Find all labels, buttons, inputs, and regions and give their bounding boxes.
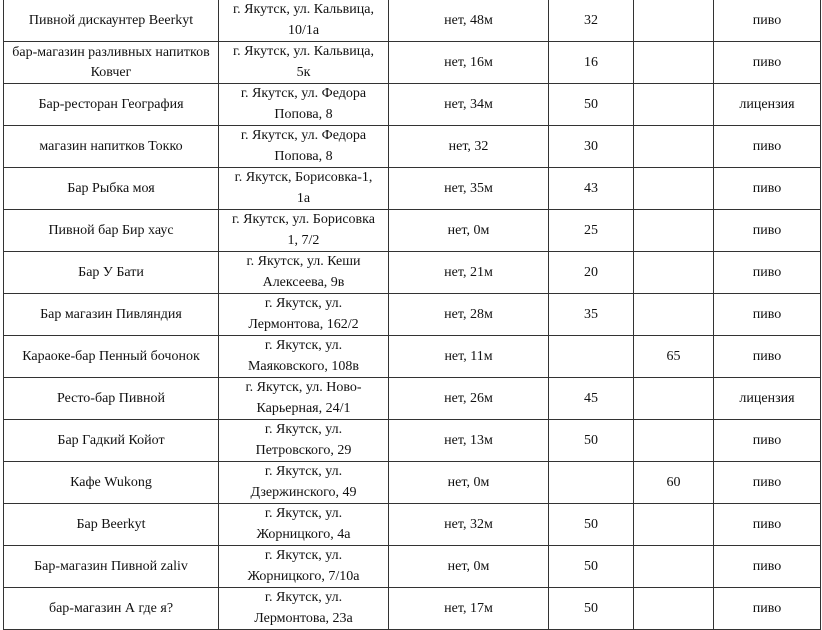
distance-cell: нет, 16м: [389, 42, 549, 84]
address-cell: [219, 252, 389, 294]
count-alt-cell: [634, 84, 714, 126]
table-row: [4, 42, 821, 84]
address-cell: [219, 462, 389, 504]
count-cell: 50: [549, 84, 634, 126]
venue-name-cell: Ресто-бар Пивной: [4, 378, 219, 420]
address-line-2: Жорницкого, 7/10а: [247, 568, 360, 584]
type-cell: пиво: [714, 42, 821, 84]
address-cell: [219, 84, 389, 126]
distance-cell: нет, 0м: [389, 462, 549, 504]
type-cell: пиво: [714, 462, 821, 504]
address-line-1: г. Якутск, ул. Кальвица,: [233, 2, 374, 17]
count-alt-cell: [634, 588, 714, 630]
address-line-2: 10/1а: [287, 22, 320, 38]
address-line-2: 1, 7/2: [287, 232, 320, 248]
table-row: [4, 588, 821, 630]
count-cell: [549, 336, 634, 378]
venue-name-cell: Бар Гадкий Койот: [4, 420, 219, 462]
count-cell: 45: [549, 378, 634, 420]
address-line-2: Дзержинского, 49: [250, 484, 357, 500]
address-line-1: г. Якутск, ул.: [264, 590, 343, 605]
count-cell: 50: [549, 420, 634, 462]
count-cell: 16: [549, 42, 634, 84]
venue-name-cell: Бар Beerkyt: [4, 504, 219, 546]
type-cell: пиво: [714, 294, 821, 336]
type-cell: пиво: [714, 168, 821, 210]
count-alt-cell: [634, 0, 714, 42]
distance-cell: нет, 32: [389, 126, 549, 168]
count-alt-cell: [634, 378, 714, 420]
type-cell: пиво: [714, 126, 821, 168]
table-row: [4, 252, 821, 294]
count-cell: 25: [549, 210, 634, 252]
venue-name-cell: магазин напитков Токко: [4, 126, 219, 168]
table-row: [4, 168, 821, 210]
venue-name-cell: Бар Рыбка моя: [4, 168, 219, 210]
address-line-1: г. Якутск, ул. Кальвица,: [233, 44, 374, 59]
distance-cell: нет, 0м: [389, 210, 549, 252]
address-cell: [219, 420, 389, 462]
address-cell: [219, 210, 389, 252]
address-cell: [219, 42, 389, 84]
table-row: [4, 294, 821, 336]
address-line-2: 5к: [296, 64, 311, 80]
type-cell: пиво: [714, 252, 821, 294]
count-cell: 43: [549, 168, 634, 210]
count-cell: 30: [549, 126, 634, 168]
type-cell: пиво: [714, 336, 821, 378]
distance-cell: нет, 11м: [389, 336, 549, 378]
table-row: [4, 420, 821, 462]
count-alt-cell: 65: [634, 336, 714, 378]
count-alt-cell: [634, 504, 714, 546]
count-alt-cell: [634, 210, 714, 252]
count-cell: [549, 462, 634, 504]
count-cell: 50: [549, 546, 634, 588]
address-cell: [219, 168, 389, 210]
address-cell: [219, 294, 389, 336]
address-line-2: Лермонтова, 162/2: [248, 316, 359, 332]
type-cell: лицензия: [714, 84, 821, 126]
address-cell: [219, 546, 389, 588]
distance-cell: нет, 17м: [389, 588, 549, 630]
table-body: [4, 0, 821, 630]
venues-table: [3, 0, 821, 630]
venue-name-cell: Караоке-бар Пенный бочонок: [4, 336, 219, 378]
type-cell: пиво: [714, 0, 821, 42]
type-cell: пиво: [714, 504, 821, 546]
distance-cell: нет, 0м: [389, 546, 549, 588]
venue-name-cell: Бар У Бати: [4, 252, 219, 294]
count-cell: 35: [549, 294, 634, 336]
count-alt-cell: [634, 168, 714, 210]
venue-name-cell: Пивной бар Бир хаус: [4, 210, 219, 252]
address-cell: [219, 0, 389, 42]
address-line-1: г. Якутск, ул.: [264, 548, 343, 563]
table-row: [4, 462, 821, 504]
venue-name-cell: бар-магазин А где я?: [4, 588, 219, 630]
distance-cell: нет, 28м: [389, 294, 549, 336]
address-line-1: г. Якутск, ул. Федора: [240, 86, 367, 101]
count-alt-cell: [634, 546, 714, 588]
address-line-2: Маяковского, 108в: [247, 358, 360, 374]
count-cell: 20: [549, 252, 634, 294]
table-row: [4, 546, 821, 588]
distance-cell: нет, 32м: [389, 504, 549, 546]
address-line-1: г. Якутск, ул.: [264, 296, 343, 311]
venue-name-cell: Бар-ресторан География: [4, 84, 219, 126]
address-line-1: г. Якутск, ул. Федора: [240, 128, 367, 143]
count-cell: 32: [549, 0, 634, 42]
table-row: [4, 84, 821, 126]
venue-name-cell: бар-магазин разливных напитков Ковчег: [4, 42, 219, 84]
count-alt-cell: [634, 126, 714, 168]
table-row: [4, 0, 821, 42]
venue-name-cell: Пивной дискаунтер Beerkyt: [4, 0, 219, 42]
type-cell: пиво: [714, 420, 821, 462]
count-alt-cell: [634, 252, 714, 294]
address-line-1: г. Якутск, ул.: [264, 338, 343, 353]
address-line-1: г. Якутск, ул. Кеши: [246, 254, 361, 269]
address-line-2: Лермонтова, 23а: [254, 610, 353, 626]
distance-cell: нет, 35м: [389, 168, 549, 210]
count-alt-cell: [634, 420, 714, 462]
distance-cell: нет, 34м: [389, 84, 549, 126]
type-cell: лицензия: [714, 378, 821, 420]
table-row: [4, 378, 821, 420]
distance-cell: нет, 13м: [389, 420, 549, 462]
address-cell: [219, 378, 389, 420]
address-cell: [219, 126, 389, 168]
address-cell: [219, 336, 389, 378]
address-line-1: г. Якутск, ул. Борисовка: [232, 212, 375, 227]
count-cell: 50: [549, 588, 634, 630]
table-row: [4, 210, 821, 252]
venue-name-cell: Бар магазин Пивляндия: [4, 294, 219, 336]
address-line-2: Попова, 8: [274, 148, 333, 164]
distance-cell: нет, 26м: [389, 378, 549, 420]
address-line-1: г. Якутск, ул.: [264, 506, 343, 521]
type-cell: пиво: [714, 546, 821, 588]
count-cell: 50: [549, 504, 634, 546]
address-cell: [219, 504, 389, 546]
address-line-1: г. Якутск, ул. Ново-: [245, 380, 362, 395]
address-line-1: г. Якутск, ул.: [264, 422, 343, 437]
count-alt-cell: 60: [634, 462, 714, 504]
count-alt-cell: [634, 294, 714, 336]
count-alt-cell: [634, 42, 714, 84]
table-row: [4, 504, 821, 546]
address-line-2: Попова, 8: [274, 106, 333, 122]
distance-cell: нет, 48м: [389, 0, 549, 42]
table-row: [4, 126, 821, 168]
address-line-2: Жорницкого, 4а: [256, 526, 351, 542]
type-cell: пиво: [714, 210, 821, 252]
address-line-1: г. Якутск, ул.: [264, 464, 343, 479]
table-row: [4, 336, 821, 378]
type-cell: пиво: [714, 588, 821, 630]
address-line-2: Петровского, 29: [255, 442, 352, 458]
distance-cell: нет, 21м: [389, 252, 549, 294]
address-line-1: г. Якутск, Борисовка-1,: [234, 170, 373, 185]
venue-name-cell: Бар-магазин Пивной zaliv: [4, 546, 219, 588]
address-cell: [219, 588, 389, 630]
address-line-2: 1а: [296, 190, 311, 206]
address-line-2: Алексеева, 9в: [262, 274, 345, 290]
venue-name-cell: Кафе Wukong: [4, 462, 219, 504]
address-line-2: Карьерная, 24/1: [256, 400, 351, 416]
